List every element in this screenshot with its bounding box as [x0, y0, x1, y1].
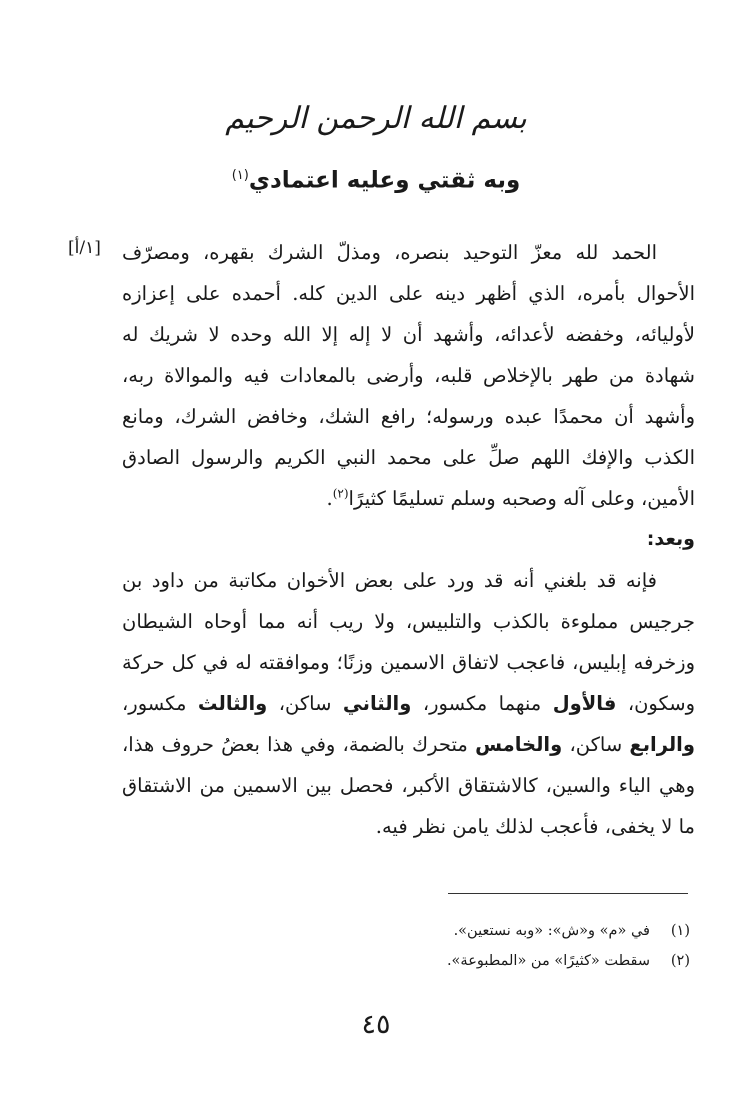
- paragraph-text: متحرك بالضمة، وفي هذا بعضُ حروف هذا، وهي الياء والسين، كالاشتقاق الأكبر، فحصل بين الاسمين من الاشتقاق ما لا يخفى، فأعجب لذلك يامن نظر فيه.: [122, 733, 695, 838]
- footnote-text: سقطت «كثيرًا» من «المطبوعة».: [446, 953, 650, 969]
- paragraph-text: مكسور،: [122, 692, 187, 715]
- footnote-ref-1: (١): [231, 168, 249, 183]
- footnotes: [300, 916, 690, 976]
- manuscript-folio-marker: [١/أ]: [68, 238, 101, 258]
- footnote-text: في «م» و«ش»: «وبه نستعين».: [453, 923, 650, 939]
- emphasis-fourth: والرابع: [629, 733, 695, 756]
- paragraph-text: ساكن،: [569, 733, 623, 756]
- footnote-item: [300, 916, 690, 946]
- footnote-number: (٢): [670, 953, 690, 969]
- paragraph-text: فإنه قد بلغني أنه قد ورد على بعض الأخوان مكاتبة من داود بن جرجيس مملوءة بالكذب والتلبيس، ولا ريب أنه مما أوحاه الشيطان وزخرفه إبليس، فاعجب لاتفاق الاسمين وزنًا؛ وموافقته له في كل حركة وسكون،: [122, 569, 696, 715]
- paragraph-text: منهما مكسور،: [422, 692, 542, 715]
- emphasis-third: والثالث: [197, 692, 268, 715]
- paragraph-text: الحمد لله معزّ التوحيد بنصره، ومذلّ الشرك بقهره، ومصرّف الأحوال بأمره، الذي أظهر دينه على الدين كله. أحمده على إعزازه لأوليائه، وخفضه لأعدائه، وأشهد أن لا إله إلا الله وحده لا شريك له شهادة من طهر بالإخلاص قلبه، وأرضى بالمعادات فيه والموالاة ربه، وأشهد أن محمدًا عبده ورسوله؛ رافع الشك، وخافض الشرك، ومانع الكذب والإفك اللهم صلِّ على محمد النبي الكريم والرسول الصادق الأمين، وعلى آله وصحبه وسلم تسليمًا كثيرًا: [122, 241, 695, 510]
- subtitle-text: وبه ثقتي وعليه اعتمادي: [248, 167, 521, 194]
- page-number: ٤٥: [361, 1009, 391, 1040]
- second-paragraph: [122, 560, 695, 847]
- subtitle-heading: [200, 158, 552, 194]
- emphasis-first: فالأول: [552, 692, 617, 715]
- footnote-divider: [448, 893, 688, 894]
- sentence-end: .: [326, 487, 333, 510]
- main-text: [122, 232, 695, 847]
- emphasis-second: والثاني: [342, 692, 412, 715]
- section-heading: وبعد:: [646, 528, 695, 550]
- opening-paragraph: [122, 232, 695, 519]
- footnote-ref-2: (٢): [332, 486, 349, 501]
- paragraph-text: ساكن،: [278, 692, 332, 715]
- basmala-heading: بسم الله الرحمن الرحيم: [225, 101, 527, 136]
- emphasis-fifth: والخامس: [475, 733, 563, 756]
- footnote-item: [300, 946, 690, 976]
- footnote-number: (١): [670, 923, 690, 939]
